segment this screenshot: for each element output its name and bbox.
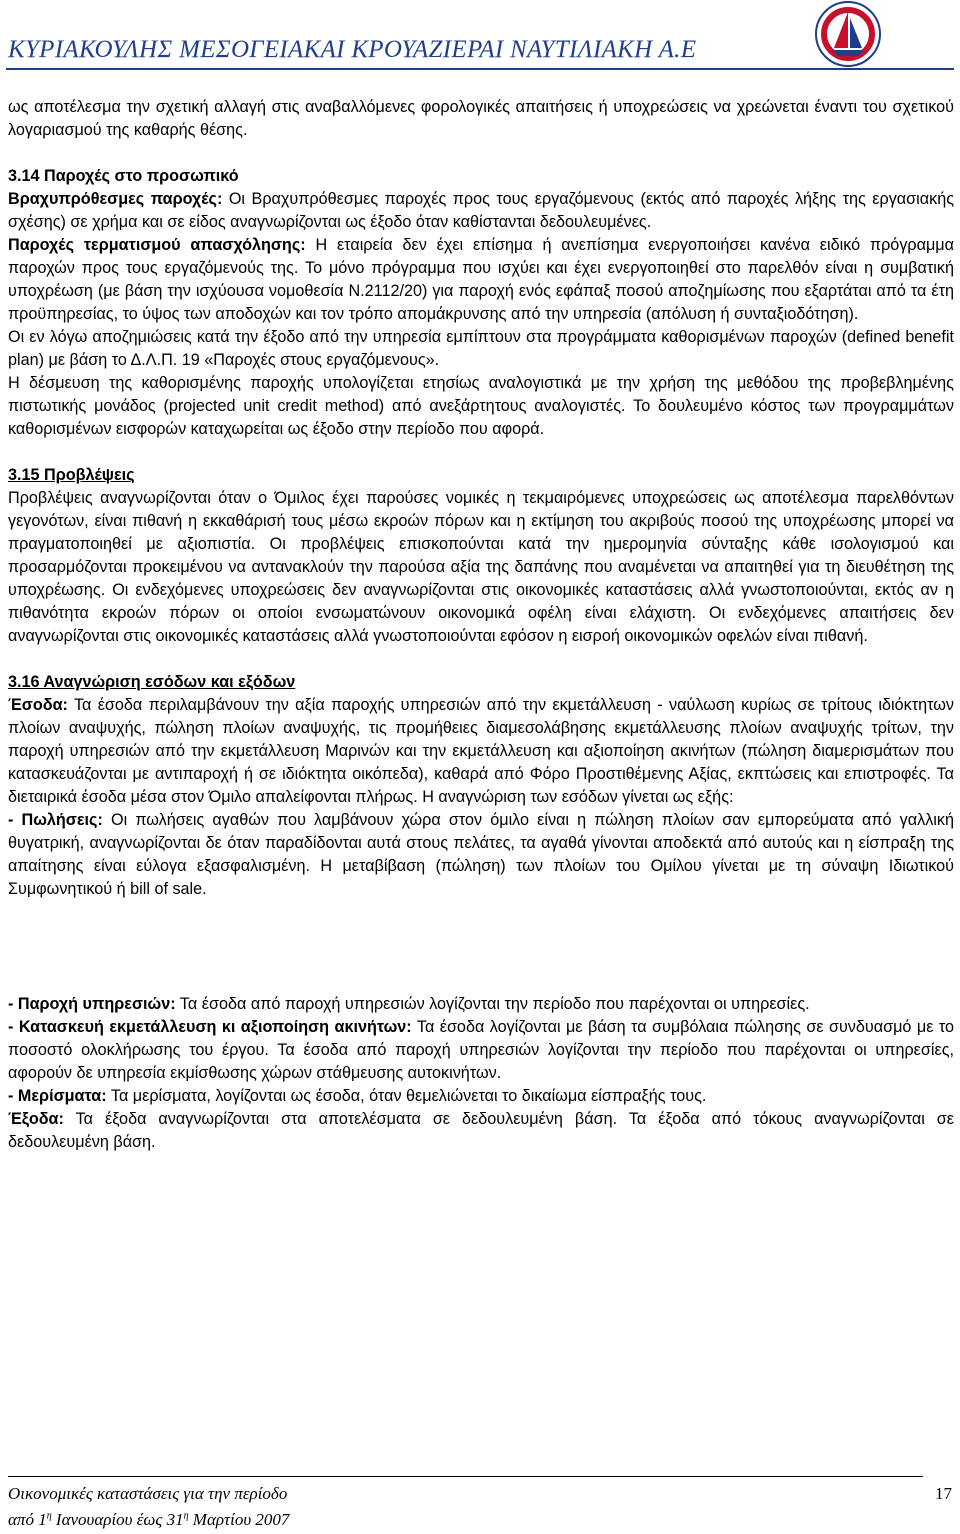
term-label: - Πωλήσεις:: [8, 811, 103, 829]
term-text: Τα έσοδα λογίζονται με βάση τα συμβόλαια πώλησης σε συνδυασμό με το ποσοστό ολοκλήρωσης του έργου. Τα έσοδα από παροχή υπηρεσιών λογίζονται την περίοδο που παρέχονται οι υπηρεσίες, αφορούν δε υπηρεσία εκμίσθωσης χώρων στάθμευσης αυτοκινήτων.: [8, 1018, 954, 1082]
term-text: Οι πωλήσεις αγαθών που λαμβάνουν χώρα στον όμιλο είναι η πώληση πλοίων σαν εμπορεύματα από γαλλική θυγατρική, αναγνωρίζονται δε όταν παραδίδονται αυτά στους πελάτες, τα αγαθά γίνονται αποδεκτά από αυτούς και η είσπραξη της απαίτησης είναι εύλογα εξασφαλισμένη. Η μεταβίβαση (πώληση) των πλοίων του Ομίλου γίνεται με τη σύναψη Ιδιωτικού Συμφωνητικού ή bill of sale.: [8, 811, 954, 898]
paragraph: [8, 809, 954, 901]
term-text: Τα έσοδα περιλαμβάνουν την αξία παροχής υπηρεσιών από την εκμετάλλευση - ναύλωση κυρίως σε τρίτους ιδιόκτητων πλοίων αναψυχής, πώληση πλοίων αναψυχής, τις προμήθειες διαμεσολάβησης εκμετάλλευσης πλοίων αναψυχής τρίτων, την παροχή υπηρεσιών από την εκμετάλλευση Μαρινών και την εκμετάλλευση και αξιοποίηση ακινήτων (πώληση διαμερισμάτων που κατασκευάζονται με αντιπαροχή ή σε ιδιόκτητα οικόπεδα), καθαρά από Φόρο Προστιθέμενης Αξίας, εκπτώσεις και επιστροφές. Τα διεταιρικά έσοδα μέσα στον Όμιλο απαλείφονται πλήρως. Η αναγνώριση των εσόδων γίνεται ως εξής:: [8, 696, 954, 806]
paragraph: Η δέσμευση της καθορισμένης παροχής υπολογίζεται ετησίως αναλογιστικά με την χρήση της μεθόδου της προβεβλημένης πιστωτικής μονάδος (projected unit credit method) από ανεξάρτητους αναλογιστές. Το δουλευμένο κόστος των προγραμμάτων καθορισμένων εισφορών καταχωρείται ως έξοδο στην περίοδο που αφορά.: [8, 374, 954, 438]
paragraph: [8, 694, 954, 809]
term-text: Τα έξοδα αναγνωρίζονται στα αποτελέσματα σε δεδουλευμένη βάση. Τα έξοδα από τόκους αναγνωρίζονται σε δεδουλευμένη βάση.: [8, 1110, 954, 1151]
paragraph: [8, 188, 954, 234]
paragraph: Προβλέψεις αναγνωρίζονται όταν ο Όμιλος έχει παρούσες νομικές η τεκμαιρόμενες υποχρεώσεις ως αποτέλεσμα παρελθόντων γεγονότων, είναι πιθανή η εκκαθάρισή τους μέσω εκροών πόρων και η εκτίμηση του ακριβούς ποσού της υποχρέωσης μπορεί να πραγματοποιηθεί με αξιοπιστία. Οι προβλέψεις επισκοπούνται κατά την ημερομηνία σύνταξης κάθε ισολογισμού και προσαρμόζονται προκειμένου να αντανακλούν την παρούσα αξία της δαπάνης που αναμένεται να απαιτηθεί για τη διευθέτηση της υποχρέωσης. Οι ενδεχόμενες υποχρεώσεις δεν αναγνωρίζονται στις οικονομικές καταστάσεις αλλά γνωστοποιούνται, εκτός αν η πιθανότητα εκροών πόρων οι οποίοι ενσωματώνουν οικονομικά οφέλη είναι ελάχιστη. Οι ενδεχόμενες απαιτήσεις δεν αναγνωρίζονται στις οικονομικές καταστάσεις αλλά γνωστοποιούνται εφόσον η εισροή οικονομικών οφελών είναι πιθανή.: [8, 489, 954, 645]
section-heading-3-16: 3.16 Αναγνώριση εσόδων και εξόδων: [8, 673, 296, 691]
document-body: [8, 96, 954, 1154]
section-heading-3-15: 3.15 Προβλέψεις: [8, 466, 135, 484]
footer-period-dates: από $1^\eta$ Ιανουαρίου έως $31^\eta$ Μαρτίου 2007: [8, 1510, 290, 1529]
term-label: Έσοδα:: [8, 696, 68, 714]
term-label: - Κατασκευή εκμετάλλευση κι αξιοποίηση ακινήτων:: [8, 1018, 412, 1036]
company-logo: [812, 0, 884, 70]
paragraph: ως αποτέλεσμα την σχετική αλλαγή στις αναβαλλόμενες φορολογικές απαιτήσεις ή υποχρεώσεις να χρεώνεται έναντι του σχετικού λογαριασμού της καθαρής θέσης.: [8, 98, 954, 139]
term-text: Τα έσοδα από παροχή υπηρεσιών λογίζονται την περίοδο που παρέχονται οι υπηρεσίες.: [175, 995, 810, 1013]
footer-period-label: Οικονομικές καταστάσεις για την περίοδο: [8, 1484, 288, 1503]
term-label: Έξοδα:: [8, 1110, 64, 1128]
paragraph: [8, 234, 954, 326]
term-text: Οι Βραχυπρόθεσμες παροχές προς τους εργαζόμενους (εκτός από παροχές λήξης της εργασιακής σχέσης) σε χρήμα και σε είδος αναγνωρίζονται ως έξοδο όταν καθίστανται δεδουλευμένες.: [8, 190, 955, 231]
page-number: 17: [935, 1484, 952, 1503]
term-label: - Παροχή υπηρεσιών:: [8, 995, 176, 1013]
paragraph: [8, 993, 954, 1016]
page-footer: [0, 1474, 960, 1534]
paragraph: [8, 1085, 954, 1108]
footer-divider: [8, 1476, 923, 1477]
term-label: Παροχές τερματισμού απασχόλησης:: [8, 236, 306, 254]
page-header: [0, 0, 960, 70]
header-divider: [6, 68, 954, 70]
term-label: Βραχυπρόθεσμες παροχές:: [8, 190, 223, 208]
paragraph: [8, 1016, 954, 1085]
term-label: - Μερίσματα:: [8, 1087, 107, 1105]
term-text: Η εταιρεία δεν έχει επίσημα ή ανεπίσημα ενεργοποιήσει κανένα ειδικό πρόγραμμα παροχών προς τους εργαζόμενούς της. Το μόνο πρόγραμμα που ισχύει και έχει ενεργοποιηθεί στο παρελθόν είναι η συμβατική υποχρέωση (με βάση την ισχύουσα νομοθεσία Ν.2112/20) για παροχή ενός εφάπαξ ποσού αποζημίωσης που εξαρτάται από τα έτη προϋπηρεσίας, το ύψος των αποδοχών και τον τρόπο απομάκρυνσης από την υπηρεσία (απόλυση ή συνταξιοδότηση).: [8, 236, 954, 323]
paragraph: [8, 1108, 954, 1154]
company-title: ΚΥΡΙΑΚΟΥΛΗΣ ΜΕΣΟΓΕΙΑΚΑΙ ΚΡΟΥΑΖΙΕΡΑΙ ΝΑΥΤΙΛΙΑΚΗ Α.Ε: [8, 36, 697, 63]
paragraph: Οι εν λόγω αποζημιώσεις κατά την έξοδο από την υπηρεσία εμπίπτουν στα προγράμματα καθορισμένων παροχών (defined benefit plan) με βάση το Δ.Λ.Π. 19 «Παροχές στους εργαζόμενους».: [8, 328, 954, 369]
section-heading-3-14: 3.14 Παροχές στο προσωπικό: [8, 167, 239, 185]
term-text: Τα μερίσματα, λογίζονται ως έσοδα, όταν θεμελιώνεται το δικαίωμα είσπραξής τους.: [106, 1087, 707, 1105]
